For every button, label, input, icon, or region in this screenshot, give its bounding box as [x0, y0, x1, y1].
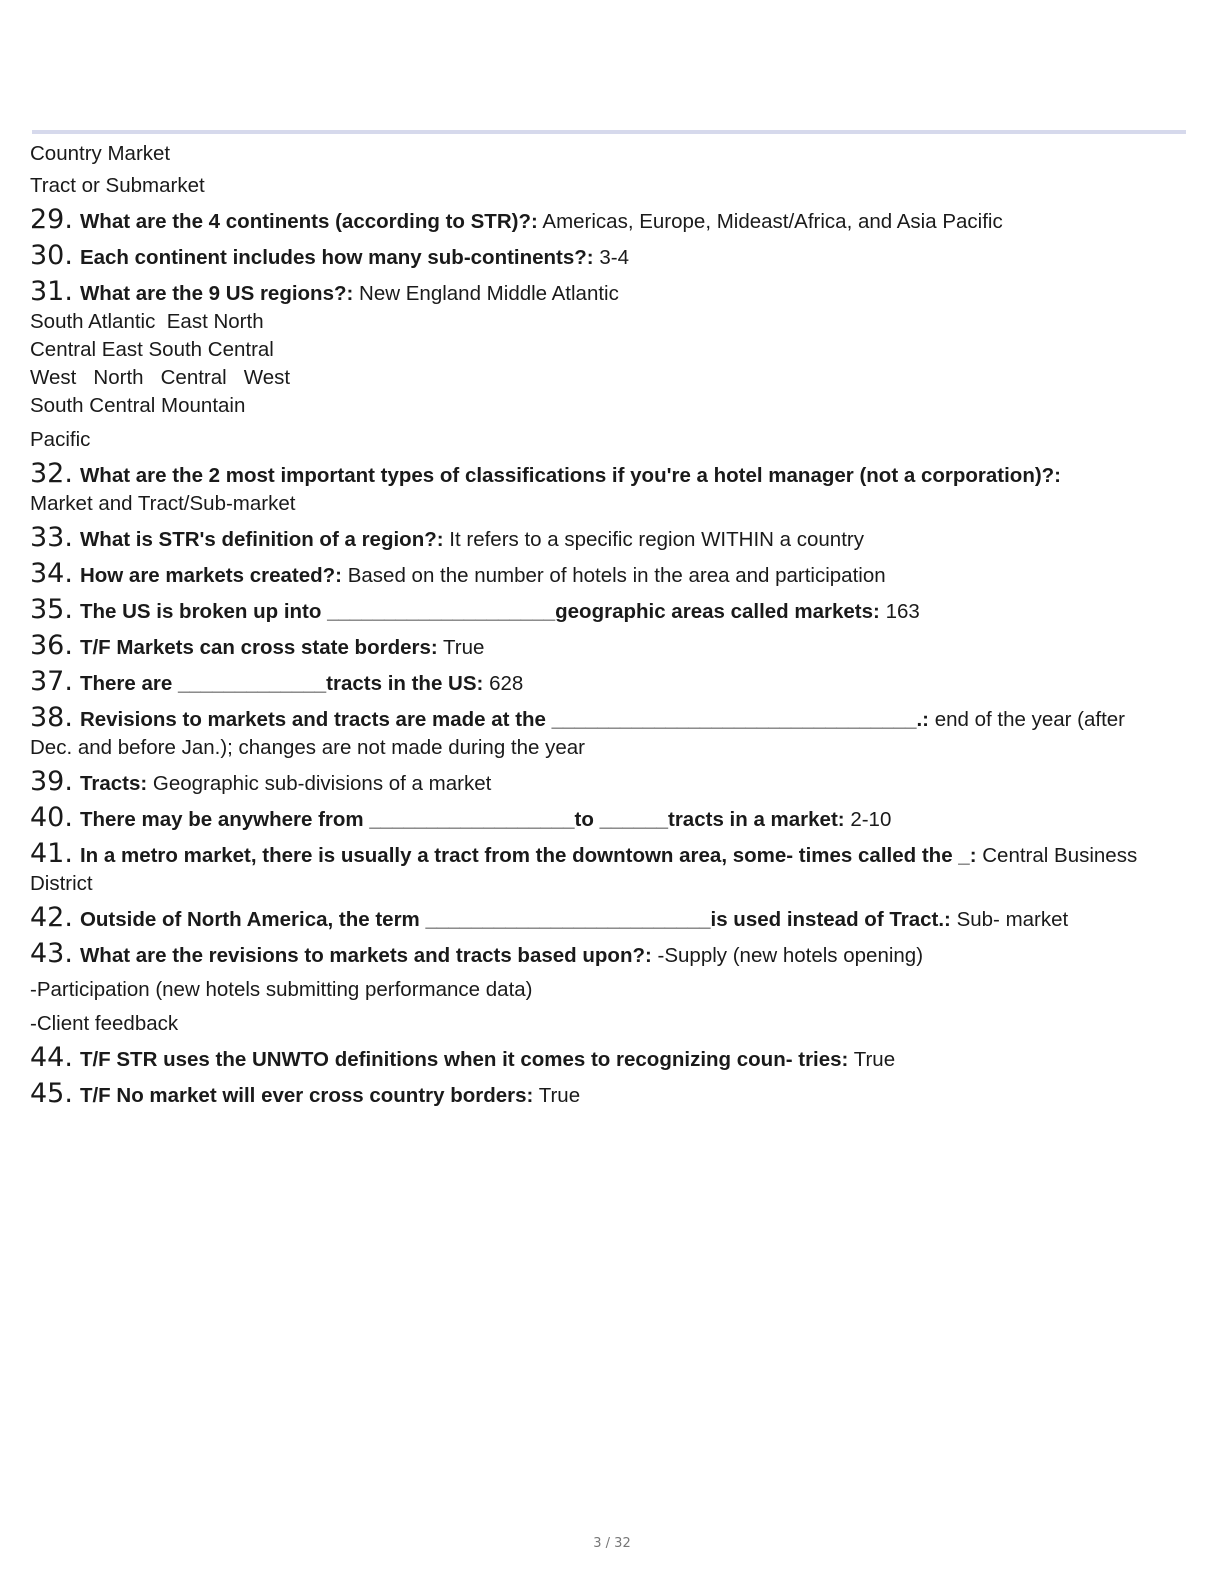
- question-number: 41.: [30, 838, 73, 869]
- question-text: What are the revisions to markets and tracts based upon?:: [79, 944, 652, 967]
- answer-text: True: [538, 1084, 581, 1107]
- question-number: 43.: [30, 938, 73, 969]
- question-number: 31.: [30, 276, 73, 307]
- answer-line: Dec. and before Jan.); changes are not made during the year: [30, 736, 585, 759]
- question-text: What are the 2 most important types of classifications if you're a hotel manager (not a corporation)?:: [79, 464, 1062, 487]
- question-text: Tracts:: [79, 772, 148, 795]
- question-number: 30.: [30, 240, 73, 271]
- answer-line: South Atlantic East North: [30, 310, 264, 333]
- question-text: What are the 4 continents (according to STR)?:: [79, 210, 538, 233]
- question-30: [30, 242, 1190, 272]
- question-number: 45.: [30, 1078, 73, 1109]
- answer-text: Americas, Europe, Mideast/Africa, and Asia Pacific: [542, 210, 1003, 233]
- question-text: T/F STR uses the UNWTO definitions when it comes to recognizing coun- tries:: [79, 1048, 849, 1071]
- answer-line: -Client feedback: [30, 1012, 179, 1035]
- answer-text: 2-10: [850, 808, 892, 831]
- question-44: [30, 1044, 1190, 1074]
- question-number: 32.: [30, 458, 73, 489]
- answer-text: Market and Tract/Sub-market: [30, 492, 296, 515]
- answer-text: New England Middle Atlantic: [359, 282, 619, 305]
- question-text: In a metro market, there is usually a tract from the downtown area, some- times called the _:: [79, 844, 977, 867]
- answer-text: Based on the number of hotels in the area and participation: [347, 564, 886, 587]
- question-number: 39.: [30, 766, 73, 797]
- question-number: 35.: [30, 594, 73, 625]
- question-number: 34.: [30, 558, 73, 589]
- question-42: [30, 904, 1190, 934]
- answer-line: -Participation (new hotels submitting performance data): [30, 978, 533, 1001]
- question-39: [30, 768, 1190, 798]
- question-45: [30, 1080, 1190, 1110]
- answer-text: Sub- market: [956, 908, 1069, 931]
- question-35: [30, 596, 1190, 626]
- question-text: What are the 9 US regions?:: [79, 282, 354, 305]
- answer-text: end of the year (after: [934, 708, 1126, 731]
- question-number: 29.: [30, 204, 73, 235]
- list-item: Country Market: [30, 142, 171, 165]
- question-number: 40.: [30, 802, 73, 833]
- answer-text: 163: [885, 600, 920, 623]
- question-41: [30, 840, 1190, 870]
- question-37: [30, 668, 1190, 698]
- question-number: 42.: [30, 902, 73, 933]
- question-text: T/F No market will ever cross country borders:: [79, 1084, 534, 1107]
- document-body: [30, 140, 1190, 1110]
- answer-text: It refers to a specific region WITHIN a country: [449, 528, 864, 551]
- question-36: [30, 632, 1190, 662]
- question-text: Each continent includes how many sub-continents?:: [79, 246, 594, 269]
- question-number: 38.: [30, 702, 73, 733]
- question-32: [30, 460, 1190, 490]
- header-rule: [32, 130, 1186, 134]
- question-text: There may be anywhere from __________________to ______tracts in a market:: [79, 808, 845, 831]
- question-text: Outside of North America, the term _________________________is used instead of Tract.:: [79, 908, 951, 931]
- answer-text: -Supply (new hotels opening): [657, 944, 924, 967]
- answer-line: Pacific: [30, 428, 91, 451]
- page-number: 3 / 32: [593, 1536, 631, 1551]
- question-38: [30, 704, 1190, 734]
- question-40: [30, 804, 1190, 834]
- question-text: The US is broken up into ____________________geographic areas called markets:: [79, 600, 880, 623]
- question-29: [30, 206, 1190, 236]
- question-text: There are _____________tracts in the US:: [79, 672, 484, 695]
- answer-text: Geographic sub-divisions of a market: [152, 772, 492, 795]
- answer-text: True: [443, 636, 485, 659]
- question-number: 36.: [30, 630, 73, 661]
- question-number: 37.: [30, 666, 73, 697]
- question-text: Revisions to markets and tracts are made at the ________________________________.:: [79, 708, 929, 731]
- answer-line: West North Central West: [30, 366, 291, 389]
- answer-text: Central Business: [982, 844, 1138, 867]
- question-33: [30, 524, 1190, 554]
- question-43: [30, 940, 1190, 970]
- answer-text: 628: [489, 672, 524, 695]
- question-number: 33.: [30, 522, 73, 553]
- question-text: What is STR's definition of a region?:: [79, 528, 444, 551]
- answer-text: 3-4: [599, 246, 629, 269]
- question-31: [30, 278, 1190, 308]
- question-number: 44.: [30, 1042, 73, 1073]
- answer-line: District: [30, 872, 93, 895]
- answer-line: South Central Mountain: [30, 394, 246, 417]
- list-item: Tract or Submarket: [30, 174, 205, 197]
- question-text: How are markets created?:: [79, 564, 343, 587]
- answer-line: Central East South Central: [30, 338, 274, 361]
- question-34: [30, 560, 1190, 590]
- question-text: T/F Markets can cross state borders:: [79, 636, 438, 659]
- answer-text: True: [853, 1048, 896, 1071]
